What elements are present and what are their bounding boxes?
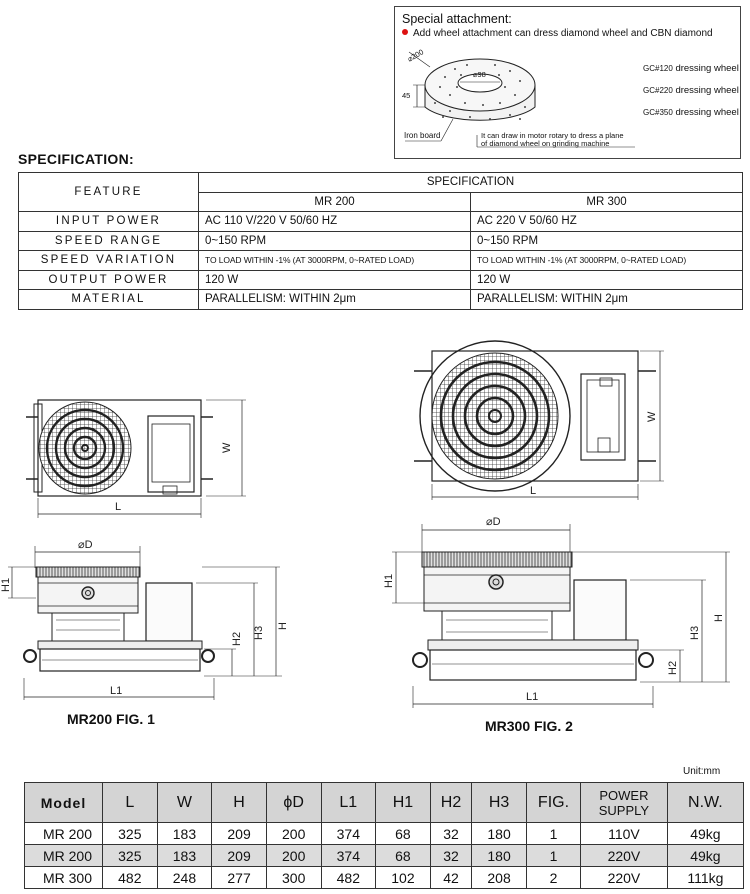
- dressing-wheel-220: GC#220 dressing wheel: [643, 85, 739, 96]
- dim-outer-label: ⌀200: [405, 47, 426, 64]
- mr300-dim-H3: H3: [689, 625, 701, 640]
- mr300-dim-H2: H2: [667, 660, 679, 675]
- table-row: MR 300 482 248 277 300 482 102 42 208 2 220V 111kg: [25, 867, 744, 889]
- mr200-dim-H3: H3: [253, 625, 265, 640]
- mr300-dim-H: H: [713, 614, 725, 622]
- dim-height-label: 45: [402, 91, 411, 100]
- header-H1: H1: [376, 783, 431, 823]
- spec-row: INPUT POWER AC 110 V/220 V 50/60 HZ AC 220 V 50/60 HZ: [19, 212, 743, 232]
- note-line-1: It can draw in motor rotary to dress a plane: [481, 131, 624, 140]
- mr200-dim-H1: H1: [0, 577, 12, 592]
- mr200-dim-W: W: [221, 442, 233, 453]
- header-power-supply: POWER SUPPLY: [581, 783, 668, 823]
- fig1-caption: MR200 FIG. 1: [67, 711, 155, 727]
- mr200-top-view: [26, 400, 246, 518]
- mr300-side-view: [392, 524, 730, 708]
- mr300-dim-L1: L1: [526, 691, 539, 703]
- spec-row: MATERIAL PARALLELISM: WITHIN 2μm PARALLELISM: WITHIN 2μm: [19, 290, 743, 310]
- mr200-dim-L: L: [115, 501, 122, 513]
- header-model: Model: [25, 783, 103, 823]
- feature-header: FEATURE: [19, 173, 199, 212]
- header-L: L: [103, 783, 158, 823]
- mr200-dim-H2: H2: [231, 631, 243, 646]
- unit-label: Unit:mm: [683, 766, 721, 777]
- dressing-wheel-120: GC#120 dressing wheel: [643, 63, 739, 74]
- fig2-caption: MR300 FIG. 2: [485, 718, 573, 734]
- header-H2: H2: [430, 783, 472, 823]
- header-H: H: [212, 783, 267, 823]
- mr300-top-view: [414, 341, 664, 500]
- attachment-title: Special attachment:: [402, 12, 512, 26]
- mr300-dim-D: ⌀D: [486, 516, 501, 528]
- spec-header: SPECIFICATION: [199, 173, 743, 193]
- header-H3: H3: [472, 783, 527, 823]
- table-row: MR 200 325 183 209 200 374 68 32 180 1 220V 49kg: [25, 845, 744, 867]
- header-D: ϕD: [266, 783, 321, 823]
- col-mr300: MR 300: [471, 192, 743, 212]
- mr200-dim-H: H: [277, 622, 289, 630]
- model-dimension-table: [24, 782, 744, 889]
- col-mr200: MR 200: [199, 192, 471, 212]
- header-fig: FIG.: [526, 783, 580, 823]
- mr200-side-view: [8, 546, 282, 700]
- note-line-2: of diamond wheel on grinding machine: [481, 139, 610, 148]
- specification-title: SPECIFICATION:: [18, 151, 134, 167]
- mr200-dim-D: ⌀D: [78, 539, 93, 551]
- spec-row: OUTPUT POWER 120 W 120 W: [19, 270, 743, 290]
- dressing-wheel-350: GC#350 dressing wheel: [643, 107, 739, 118]
- iron-board-label: Iron board: [404, 131, 441, 140]
- table-header-row: [25, 783, 744, 823]
- mr300-dim-L: L: [530, 485, 537, 497]
- dim-inner-label: ⌀98: [473, 70, 486, 79]
- header-L1: L1: [321, 783, 376, 823]
- mr200-dim-L1: L1: [110, 685, 123, 697]
- mr300-dim-W: W: [646, 411, 658, 422]
- header-nw: N.W.: [667, 783, 743, 823]
- header-W: W: [157, 783, 212, 823]
- attachment-bullet: Add wheel attachment can dress diamond wheel and CBN diamond: [402, 28, 713, 39]
- spec-row: SPEED VARIATION TO LOAD WITHIN -1% (AT 3000RPM, 0~RATED LOAD) TO LOAD WITHIN -1% (AT 3000RPM, 0~RATED LOAD): [19, 251, 743, 271]
- table-row: MR 200 325 183 209 200 374 68 32 180 1 110V 49kg: [25, 823, 744, 845]
- mr300-dim-H1: H1: [383, 573, 395, 588]
- spec-row: SPEED RANGE 0~150 RPM 0~150 RPM: [19, 231, 743, 251]
